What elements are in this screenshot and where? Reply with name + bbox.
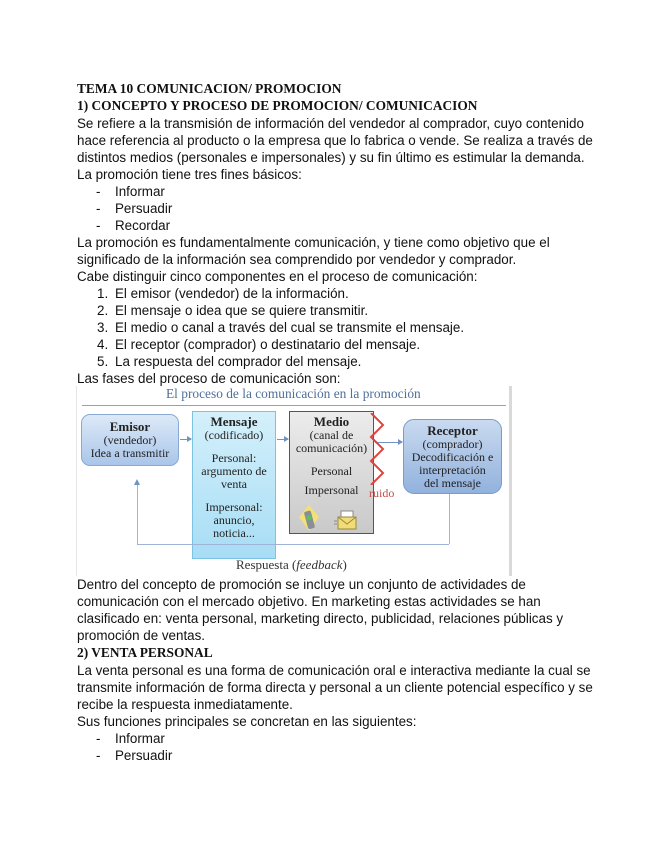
mensaje-line: venta	[221, 477, 247, 491]
bullet-dash: -	[96, 748, 101, 763]
mensaje-line: Impersonal:	[205, 500, 263, 514]
mensaje-line: Personal:	[211, 451, 257, 465]
paragraph-line: La venta personal es una forma de comunicación oral e interactiva mediante la cual se	[77, 663, 591, 678]
feedback-line	[137, 544, 449, 545]
list-item: El mensaje o idea que se quiere transmitir.	[115, 303, 369, 318]
paragraph-line: Se refiere a la transmisión de información del vendedor al comprador, cuyo contenido	[77, 116, 584, 131]
emisor-line: Idea a transmitir	[90, 446, 170, 460]
list-item: El emisor (vendedor) de la información.	[115, 286, 349, 301]
receptor-line: (comprador)	[422, 437, 483, 451]
list-number: 5.	[97, 354, 109, 369]
diagram-border	[509, 386, 512, 576]
mensaje-line: (codificado)	[204, 428, 264, 442]
envelope-icon	[334, 509, 360, 531]
paragraph-line: Las fases del proceso de comunicación son:	[77, 371, 341, 386]
list-number: 4.	[97, 337, 109, 352]
mobile-phone-icon	[297, 503, 321, 533]
diagram-border	[76, 386, 77, 576]
mensaje-line: argumento de	[201, 464, 267, 478]
paragraph-line: significado de la información sea comprendido por vendedor y comprador.	[77, 252, 517, 267]
bullet-dash: -	[96, 201, 101, 216]
receptor-title: Receptor	[427, 423, 478, 438]
paragraph-line: Cabe distinguir cinco componentes en el proceso de comunicación:	[77, 269, 478, 284]
list-item: Informar	[115, 731, 165, 746]
mensaje-title: Mensaje	[210, 414, 258, 429]
mensaje-box	[192, 411, 276, 559]
list-item: La respuesta del comprador del mensaje.	[115, 354, 362, 369]
feedback-italic: feedback	[296, 557, 343, 572]
receptor-line: del mensaje	[424, 476, 481, 490]
feedback-line	[137, 484, 138, 544]
paragraph-line: distintos medios (personales e impersonales) y su fin último es estimular la demanda.	[77, 150, 585, 165]
emisor-line: (vendedor)	[103, 433, 157, 447]
section-1-heading: 1) CONCEPTO Y PROCESO DE PROMOCION/ COMUNICACION	[77, 98, 478, 113]
arrow-right	[277, 439, 288, 440]
list-number: 1.	[97, 286, 109, 301]
paragraph-line: promoción de ventas.	[77, 628, 206, 643]
mensaje-line: noticia...	[213, 526, 255, 540]
arrow-up-icon	[134, 479, 140, 485]
list-number: 3.	[97, 320, 109, 335]
bullet-dash: -	[96, 731, 101, 746]
list-item: Persuadir	[115, 201, 173, 216]
feedback-line	[449, 494, 450, 544]
noise-label: ruido	[369, 486, 395, 500]
communication-process-diagram	[76, 386, 506, 576]
emisor-title: Emisor	[109, 419, 151, 434]
paragraph-line: transmite información de forma directa y personal a un cliente potencial específico y se	[77, 680, 593, 695]
feedback-suffix: )	[342, 557, 347, 572]
list-item: Persuadir	[115, 748, 173, 763]
bullet-dash: -	[96, 184, 101, 199]
document-title: TEMA 10 COMUNICACION/ PROMOCION	[77, 81, 342, 96]
medio-line: Personal	[310, 464, 353, 478]
paragraph-line: La promoción tiene tres fines básicos:	[77, 167, 302, 182]
list-item: Recordar	[115, 218, 171, 233]
medio-line: (canal de	[309, 428, 354, 442]
bullet-dash: -	[96, 218, 101, 233]
feedback-prefix: Respuesta (	[236, 557, 297, 572]
list-item: El receptor (comprador) o destinatario del mensaje.	[115, 337, 421, 352]
list-number: 2.	[97, 303, 109, 318]
paragraph-line: Sus funciones principales se concretan en las siguientes:	[77, 714, 417, 729]
mensaje-line: anuncio,	[213, 513, 255, 527]
medio-title: Medio	[313, 414, 350, 429]
arrow-right	[180, 439, 191, 440]
diagram-title-rule	[82, 405, 506, 406]
paragraph-line: comunicación con el mercado objetivo. En marketing estas actividades se han	[77, 594, 541, 609]
paragraph-line: hace referencia al producto o la empresa que lo fabrica o vende. Se realiza a través de	[77, 133, 593, 148]
receptor-line: Decodificación e	[411, 450, 494, 464]
emisor-box	[81, 414, 179, 466]
section-2-heading: 2) VENTA PERSONAL	[77, 645, 213, 660]
list-item: El medio o canal a través del cual se transmite el mensaje.	[115, 320, 465, 335]
receptor-box	[403, 419, 502, 494]
medio-line: comunicación)	[295, 441, 368, 455]
paragraph-line: La promoción es fundamentalmente comunicación, y tiene como objetivo que el	[77, 235, 550, 250]
diagram-title: El proceso de la comunicación en la promoción	[166, 386, 421, 401]
noise-zigzag-icon	[368, 413, 386, 485]
paragraph-line: clasificado en: venta personal, marketing directo, publicidad, relaciones públicas y	[77, 611, 564, 626]
paragraph-line: Dentro del concepto de promoción se incluye un conjunto de actividades de	[77, 577, 526, 592]
receptor-line: interpretación	[419, 463, 486, 477]
paragraph-line: recibe la respuesta inmediatamente.	[77, 697, 293, 712]
list-item: Informar	[115, 184, 165, 199]
medio-line: Impersonal	[304, 483, 359, 497]
feedback-label	[236, 557, 347, 573]
